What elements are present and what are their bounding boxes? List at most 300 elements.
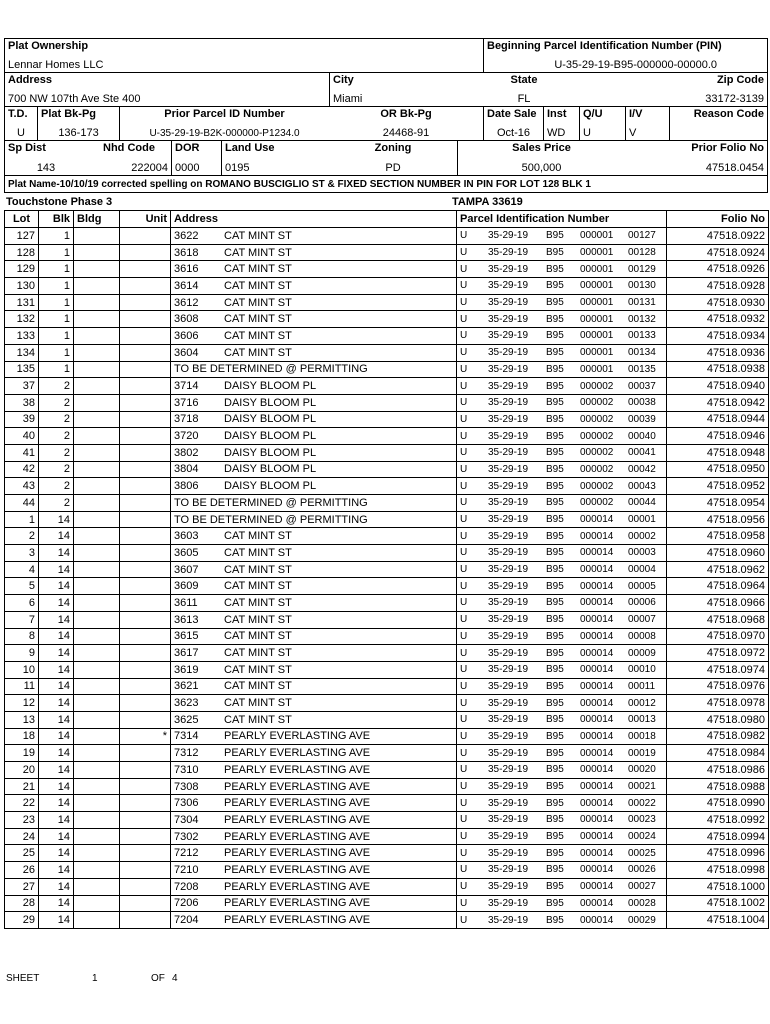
house-number: 3621 — [174, 680, 199, 693]
unit-cell — [120, 478, 171, 495]
pin-str: 35-29-19 — [488, 697, 529, 709]
address-cell — [171, 862, 457, 879]
table-row — [5, 661, 769, 678]
bldg-cell — [74, 661, 120, 678]
unit-cell — [120, 511, 171, 528]
pin-section: U — [460, 647, 468, 659]
blk-cell: 2 — [39, 495, 74, 512]
iv-label: I/V — [629, 108, 643, 120]
table-row — [5, 678, 769, 695]
prior-pin-value: U-35-29-19-B2K-000000-P1234.0 — [149, 128, 300, 139]
pin-block: 000002 — [580, 497, 614, 509]
address-cell — [171, 294, 457, 311]
house-number: TO BE DETERMINED @ PERMITTING — [174, 496, 368, 509]
address-cell — [171, 845, 457, 862]
house-number: 3606 — [174, 329, 199, 342]
pin-cell — [457, 461, 667, 478]
pin-str: 35-29-19 — [488, 497, 529, 509]
address-cell — [171, 411, 457, 428]
sales-price-value: 500,000 — [521, 162, 562, 174]
bldg-cell — [74, 328, 120, 345]
street-name: DAISY BLOOM PL — [224, 430, 317, 443]
td-label: T.D. — [8, 108, 28, 120]
col-bldg: Bldg — [74, 211, 120, 228]
street-name: DAISY BLOOM PL — [224, 413, 317, 426]
bldg-cell — [74, 895, 120, 912]
pin-str: 35-29-19 — [488, 413, 529, 425]
pin-str: 35-29-19 — [488, 547, 529, 559]
house-number: 3617 — [174, 647, 199, 660]
blk-cell: 2 — [39, 428, 74, 445]
pin-cell — [457, 528, 667, 545]
bldg-cell — [74, 228, 120, 245]
pin-cell — [457, 378, 667, 395]
nhd-value: 222004 — [131, 162, 168, 174]
unit-cell — [120, 661, 171, 678]
city-value: Miami — [333, 93, 363, 105]
bldg-cell — [74, 778, 120, 795]
unit-cell — [120, 361, 171, 378]
street-name: CAT MINT ST — [224, 563, 292, 576]
folio-cell: 47518.0934 — [667, 328, 769, 345]
pin-sub: B95 — [546, 614, 564, 626]
unit-cell — [120, 561, 171, 578]
pin-block: 000014 — [580, 614, 614, 626]
street-name: PEARLY EVERLASTING AVE — [224, 847, 371, 860]
pin-cell — [457, 578, 667, 595]
pin-sub: B95 — [546, 263, 564, 275]
pin-lot: 00130 — [628, 280, 656, 292]
plat-bkpg-value: 136-173 — [58, 127, 99, 139]
lot-cell: 4 — [5, 561, 39, 578]
address-cell — [171, 328, 457, 345]
pin-cell — [457, 611, 667, 628]
pin-lot: 00044 — [628, 497, 656, 509]
dor-value: 0000 — [175, 162, 200, 174]
pin-str: 35-29-19 — [488, 747, 529, 759]
plat-bkpg-label: Plat Bk-Pg — [41, 108, 97, 120]
dor-label: DOR — [175, 142, 200, 154]
pin-block: 000014 — [580, 680, 614, 692]
pin-str: 35-29-19 — [488, 297, 529, 309]
house-number: 3615 — [174, 630, 199, 643]
bldg-cell — [74, 645, 120, 662]
sheet-number: 1 — [92, 973, 98, 984]
pin-lot: 00042 — [628, 463, 656, 475]
pin-block: 000014 — [580, 714, 614, 726]
pin-section: U — [460, 580, 468, 592]
pin-str: 35-29-19 — [488, 530, 529, 542]
pin-str: 35-29-19 — [488, 514, 529, 526]
folio-cell: 47518.1004 — [667, 912, 769, 929]
pin-str: 35-29-19 — [488, 647, 529, 659]
pin-cell — [457, 778, 667, 795]
unit-cell — [120, 645, 171, 662]
table-row — [5, 628, 769, 645]
folio-cell: 47518.0942 — [667, 394, 769, 411]
house-number: 7310 — [174, 763, 199, 776]
lot-cell: 18 — [5, 728, 39, 745]
street-name: CAT MINT ST — [224, 263, 292, 276]
pin-cell — [457, 444, 667, 461]
house-number: 3623 — [174, 697, 199, 710]
blk-cell: 14 — [39, 528, 74, 545]
address-cell — [171, 311, 457, 328]
pin-block: 000014 — [580, 730, 614, 742]
unit-cell — [120, 261, 171, 278]
pin-lot: 00132 — [628, 313, 656, 325]
lot-cell: 39 — [5, 411, 39, 428]
pin-sub: B95 — [546, 297, 564, 309]
pin-label: Beginning Parcel Identification Number (PIN) — [487, 40, 722, 52]
pin-block: 000002 — [580, 480, 614, 492]
blk-cell: 14 — [39, 595, 74, 612]
header-row-spdist — [5, 141, 767, 175]
pin-section: U — [460, 614, 468, 626]
house-number: 3625 — [174, 713, 199, 726]
pin-str: 35-29-19 — [488, 397, 529, 409]
table-row — [5, 278, 769, 295]
unit-cell — [120, 278, 171, 295]
pin-sub: B95 — [546, 781, 564, 793]
blk-cell: 2 — [39, 394, 74, 411]
pin-section: U — [460, 447, 468, 459]
blk-cell: 14 — [39, 628, 74, 645]
unit-cell — [120, 678, 171, 695]
pin-lot: 00026 — [628, 864, 656, 876]
folio-cell: 47518.0922 — [667, 228, 769, 245]
pin-lot: 00011 — [628, 680, 656, 692]
pin-lot: 00022 — [628, 797, 656, 809]
house-number: 3714 — [174, 380, 199, 393]
lot-cell: 130 — [5, 278, 39, 295]
blk-cell: 14 — [39, 795, 74, 812]
folio-cell: 47518.0972 — [667, 645, 769, 662]
house-number: 3612 — [174, 296, 199, 309]
pin-lot: 00002 — [628, 530, 656, 542]
pin-section: U — [460, 480, 468, 492]
pin-cell — [483, 39, 767, 72]
unit-cell — [120, 812, 171, 829]
prior-folio-cell — [625, 141, 767, 175]
pin-str: 35-29-19 — [488, 330, 529, 342]
table-row — [5, 878, 769, 895]
pin-section: U — [460, 914, 468, 926]
address-cell — [171, 278, 457, 295]
pin-section: U — [460, 230, 468, 242]
street-name: CAT MINT ST — [224, 246, 292, 259]
unit-cell — [120, 912, 171, 929]
pin-sub: B95 — [546, 230, 564, 242]
pin-cell — [457, 495, 667, 512]
blk-cell: 14 — [39, 578, 74, 595]
inst-cell — [543, 107, 579, 140]
folio-cell: 47518.0940 — [667, 378, 769, 395]
col-blk: Blk — [39, 211, 74, 228]
folio-cell: 47518.1000 — [667, 878, 769, 895]
pin-sub: B95 — [546, 347, 564, 359]
address-cell — [171, 444, 457, 461]
unit-cell — [120, 595, 171, 612]
pin-cell — [457, 628, 667, 645]
house-number: TO BE DETERMINED @ PERMITTING — [174, 363, 368, 376]
pin-str: 35-29-19 — [488, 831, 529, 843]
table-row — [5, 461, 769, 478]
address-cell — [171, 878, 457, 895]
street-name: CAT MINT ST — [224, 596, 292, 609]
street-name: PEARLY EVERLASTING AVE — [224, 830, 371, 843]
col-address: Address — [171, 211, 457, 228]
pin-cell — [457, 428, 667, 445]
folio-cell: 47518.0984 — [667, 745, 769, 762]
pin-lot: 00024 — [628, 831, 656, 843]
reason-cell — [669, 107, 767, 140]
pin-str: 35-29-19 — [488, 597, 529, 609]
bldg-cell — [74, 528, 120, 545]
house-number: 3605 — [174, 546, 199, 559]
pin-cell — [457, 394, 667, 411]
unit-cell — [120, 862, 171, 879]
lot-cell: 41 — [5, 444, 39, 461]
pin-sub: B95 — [546, 814, 564, 826]
house-number: 7204 — [174, 914, 199, 927]
unit-cell — [120, 895, 171, 912]
lot-cell: 24 — [5, 828, 39, 845]
pin-sub: B95 — [546, 797, 564, 809]
table-row — [5, 528, 769, 545]
folio-cell: 47518.0974 — [667, 661, 769, 678]
blk-cell: 14 — [39, 778, 74, 795]
blk-cell: 14 — [39, 545, 74, 562]
pin-str: 35-29-19 — [488, 897, 529, 909]
street-name: CAT MINT ST — [224, 546, 292, 559]
bldg-cell — [74, 394, 120, 411]
lot-cell: 22 — [5, 795, 39, 812]
lot-cell: 38 — [5, 394, 39, 411]
pin-section: U — [460, 814, 468, 826]
lot-cell: 2 — [5, 528, 39, 545]
street-name: DAISY BLOOM PL — [224, 463, 317, 476]
pin-cell — [457, 361, 667, 378]
pin-cell — [457, 344, 667, 361]
pin-cell — [457, 278, 667, 295]
folio-cell: 47518.0946 — [667, 428, 769, 445]
lot-cell: 131 — [5, 294, 39, 311]
pin-str: 35-29-19 — [488, 847, 529, 859]
lot-cell: 11 — [5, 678, 39, 695]
lot-cell: 12 — [5, 695, 39, 712]
pin-lot: 00029 — [628, 914, 656, 926]
bldg-cell — [74, 495, 120, 512]
unit-cell — [120, 344, 171, 361]
table-row — [5, 611, 769, 628]
address-value: 700 NW 107th Ave Ste 400 — [8, 93, 141, 105]
house-number: 3718 — [174, 413, 199, 426]
spdist-cell — [5, 141, 87, 175]
bldg-cell — [74, 578, 120, 595]
blk-cell: 1 — [39, 244, 74, 261]
address-cell — [171, 678, 457, 695]
table-row — [5, 645, 769, 662]
pin-section: U — [460, 697, 468, 709]
lot-cell: 40 — [5, 428, 39, 445]
lot-cell: 20 — [5, 762, 39, 779]
pin-cell — [457, 762, 667, 779]
lot-cell: 37 — [5, 378, 39, 395]
pin-block: 000014 — [580, 781, 614, 793]
pin-block: 000014 — [580, 514, 614, 526]
pin-lot: 00003 — [628, 547, 656, 559]
pin-section: U — [460, 864, 468, 876]
table-row — [5, 795, 769, 812]
house-number: 3604 — [174, 346, 199, 359]
pin-section: U — [460, 280, 468, 292]
bldg-cell — [74, 561, 120, 578]
pin-cell — [457, 795, 667, 812]
house-number: 7302 — [174, 830, 199, 843]
blk-cell: 14 — [39, 645, 74, 662]
sales-price-label: Sales Price — [512, 142, 571, 154]
lot-cell: 26 — [5, 862, 39, 879]
pin-str: 35-29-19 — [488, 730, 529, 742]
unit-cell — [120, 878, 171, 895]
pin-block: 000014 — [580, 564, 614, 576]
lot-cell: 7 — [5, 611, 39, 628]
pin-cell — [457, 728, 667, 745]
lot-cell: 25 — [5, 845, 39, 862]
pin-lot: 00021 — [628, 781, 656, 793]
address-cell — [171, 595, 457, 612]
folio-cell: 47518.0990 — [667, 795, 769, 812]
landuse-cell — [221, 141, 329, 175]
folio-cell: 47518.0944 — [667, 411, 769, 428]
unit-cell — [120, 611, 171, 628]
house-number: 3603 — [174, 530, 199, 543]
blk-cell: 14 — [39, 561, 74, 578]
pin-sub: B95 — [546, 914, 564, 926]
house-number: 3720 — [174, 430, 199, 443]
lot-cell: 44 — [5, 495, 39, 512]
lot-cell: 133 — [5, 328, 39, 345]
pin-sub: B95 — [546, 397, 564, 409]
lot-cell: 42 — [5, 461, 39, 478]
city-zip: TAMPA 33619 — [452, 196, 523, 208]
table-row — [5, 261, 769, 278]
folio-cell: 47518.1002 — [667, 895, 769, 912]
pin-block: 000002 — [580, 380, 614, 392]
folio-cell: 47518.0932 — [667, 311, 769, 328]
house-number: 7308 — [174, 780, 199, 793]
pin-cell — [457, 695, 667, 712]
pin-str: 35-29-19 — [488, 914, 529, 926]
unit-cell — [120, 444, 171, 461]
house-number: 7212 — [174, 847, 199, 860]
unit-cell — [120, 411, 171, 428]
pin-cell — [457, 862, 667, 879]
pin-str: 35-29-19 — [488, 630, 529, 642]
pin-lot: 00037 — [628, 380, 656, 392]
bldg-cell — [74, 311, 120, 328]
table-row — [5, 812, 769, 829]
pin-str: 35-29-19 — [488, 280, 529, 292]
lots-table — [4, 210, 769, 929]
sales-price-cell — [457, 141, 625, 175]
street-name: DAISY BLOOM PL — [224, 446, 317, 459]
or-bkpg-value: 24468-91 — [382, 127, 430, 139]
pin-sub: B95 — [546, 564, 564, 576]
blk-cell: 1 — [39, 361, 74, 378]
street-name: DAISY BLOOM PL — [224, 480, 317, 493]
pin-sub: B95 — [546, 313, 564, 325]
prior-folio-value: 47518.0454 — [705, 162, 764, 174]
plat-name: Plat Name-10/10/19 corrected spelling on ROMANO BUSCIGLIO ST & FIXED SECTION NUMBER IN PIN FOR LOT 128 BLK 1 — [4, 176, 768, 193]
blk-cell: 1 — [39, 278, 74, 295]
blk-cell: 14 — [39, 511, 74, 528]
pin-lot: 00133 — [628, 330, 656, 342]
lot-cell: 1 — [5, 511, 39, 528]
pin-lot: 00010 — [628, 664, 656, 676]
unit-cell — [120, 628, 171, 645]
house-number: TO BE DETERMINED @ PERMITTING — [174, 513, 368, 526]
address-cell — [171, 511, 457, 528]
col-unit: Unit — [120, 211, 171, 228]
pin-section: U — [460, 430, 468, 442]
pin-lot: 00028 — [628, 897, 656, 909]
lot-cell: 127 — [5, 228, 39, 245]
address-cell — [171, 778, 457, 795]
pin-str: 35-29-19 — [488, 463, 529, 475]
blk-cell: 14 — [39, 895, 74, 912]
address-cell — [171, 378, 457, 395]
street-name: CAT MINT ST — [224, 346, 292, 359]
bldg-cell — [74, 845, 120, 862]
pin-lot: 00012 — [628, 697, 656, 709]
address-cell — [171, 495, 457, 512]
pin-lot: 00018 — [628, 730, 656, 742]
lot-cell: 21 — [5, 778, 39, 795]
pin-sub: B95 — [546, 897, 564, 909]
pin-cell — [457, 328, 667, 345]
unit-cell — [120, 428, 171, 445]
address-cell — [171, 645, 457, 662]
house-number: 7306 — [174, 797, 199, 810]
pin-sub: B95 — [546, 330, 564, 342]
pin-block: 000014 — [580, 914, 614, 926]
street-name: PEARLY EVERLASTING AVE — [224, 880, 371, 893]
folio-cell: 47518.0992 — [667, 812, 769, 829]
unit-cell — [120, 545, 171, 562]
bldg-cell — [74, 545, 120, 562]
pin-block: 000002 — [580, 413, 614, 425]
col-folio: Folio No — [667, 211, 769, 228]
folio-cell: 47518.0960 — [667, 545, 769, 562]
pin-lot: 00039 — [628, 413, 656, 425]
blk-cell: 14 — [39, 711, 74, 728]
pin-lot: 00001 — [628, 514, 656, 526]
house-number: 3622 — [174, 229, 199, 242]
house-number: 3804 — [174, 463, 199, 476]
street-name: CAT MINT ST — [224, 530, 292, 543]
pin-cell — [457, 294, 667, 311]
blk-cell: 2 — [39, 411, 74, 428]
table-row — [5, 444, 769, 461]
pin-block: 000014 — [580, 797, 614, 809]
bldg-cell — [74, 828, 120, 845]
pin-section: U — [460, 530, 468, 542]
pin-cell — [457, 244, 667, 261]
or-bkpg-cell — [329, 107, 483, 140]
street-name: CAT MINT ST — [224, 697, 292, 710]
